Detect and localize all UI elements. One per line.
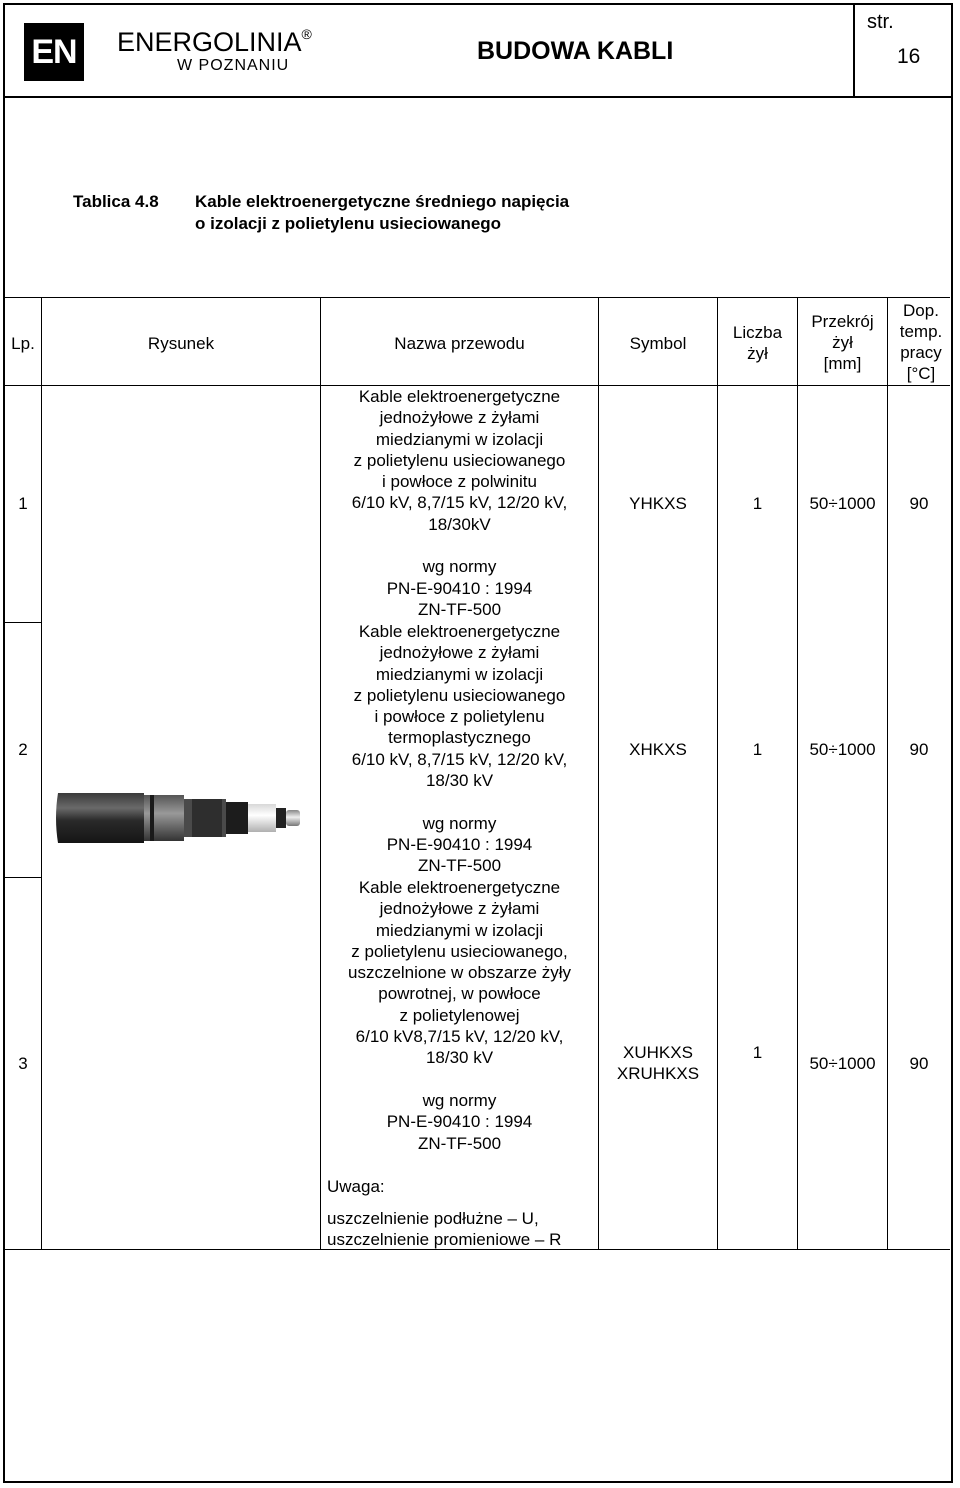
col-divider-lp (41, 297, 42, 1249)
page-number: 16 (897, 45, 921, 68)
header-temp: Dop. temp. pracy [°C] (899, 301, 943, 383)
registered-mark: ® (301, 26, 312, 42)
col-divider-liczba (797, 297, 798, 1249)
company-city: W POZNANIU (177, 57, 290, 74)
note-line1: uszczelnienie podłużne – U, (327, 1209, 539, 1228)
header-lp: Lp. (11, 334, 35, 353)
note-line2: uszczelnienie promieniowe – R (327, 1230, 562, 1249)
company-logo: EN (24, 23, 84, 81)
row3-cores: 1 (752, 1043, 763, 1062)
row-separator-2 (5, 877, 41, 878)
row2-cores: 1 (752, 740, 763, 759)
header-nazwa: Nazwa przewodu (394, 334, 525, 353)
col-divider-nazwa (598, 297, 599, 1249)
header-symbol: Symbol (629, 334, 687, 353)
row3-symbol: XUHKXS XRUHKXS (616, 1043, 700, 1084)
row1-lp: 1 (18, 494, 28, 513)
row1-cores: 1 (752, 494, 763, 513)
page-header (5, 5, 951, 98)
header-przekroj: Przekrój żył [mm] (811, 312, 874, 373)
col-divider-symbol (717, 297, 718, 1249)
table-caption-line2: o izolacji z polietylenu usieciowanego (195, 214, 502, 233)
row3-cross-section: 50÷1000 (809, 1054, 876, 1073)
note-label: Uwaga: (327, 1177, 385, 1196)
header-rysunek: Rysunek (147, 334, 215, 353)
cable-cross-section-image (52, 791, 302, 845)
row2-cross-section: 50÷1000 (809, 740, 876, 759)
header-divider (853, 5, 855, 96)
col-divider-przekroj (887, 297, 888, 1249)
company-name: ENERGOLINIA® (117, 26, 312, 57)
header-liczba: Liczba żył (732, 323, 783, 363)
table-top-line (5, 297, 950, 298)
row1-symbol: YHKXS (629, 494, 687, 513)
row-separator-1 (5, 622, 41, 623)
row2-symbol: XHKXS (629, 740, 687, 759)
row1-name: Kable elektroenergetyczne jednożyłowe z żyłami miedzianymi w izolacji z polietylenu usieciowanego i powłoce z polwinitu 6/10 kV, 8,7/15 kV, 12/20 kV, 18/30kV wg normy PN-E-90410 : 1994 ZN-TF-500 (351, 387, 568, 619)
row2-temp: 90 (909, 740, 929, 759)
page-label: str. (867, 11, 894, 33)
table-number: Tablica 4.8 (73, 192, 159, 211)
document-title: BUDOWA KABLI (477, 37, 674, 65)
row3-temp: 90 (909, 1054, 929, 1073)
table-caption-line1: Kable elektroenergetyczne średniego napięcia (195, 192, 570, 211)
row3-name: Kable elektroenergetyczne jednożyłowe z żyłami miedzianymi w izolacji z polietylenu usieciowanego, uszczelnione w obszarze żyły powrotnej, w powłoce z polietylenowej 6/10 kV8,7/15 kV, 12/20 kV, 18/30 kV wg normy PN-E-90410 : 1994 ZN-TF-500 (348, 878, 571, 1153)
row3-lp: 3 (18, 1054, 28, 1073)
row2-name: Kable elektroenergetyczne jednożyłowe z żyłami miedzianymi w izolacji z polietylenu usieciowanego i powłoce z polietylenu termoplastycznego 6/10 kV, 8,7/15 kV, 12/20 kV, 18/30 kV wg normy PN-E-90410 : 1994 ZN-TF-500 (351, 622, 568, 876)
row2-lp: 2 (18, 740, 28, 759)
row1-temp: 90 (909, 494, 929, 513)
row1-cross-section: 50÷1000 (809, 494, 876, 513)
